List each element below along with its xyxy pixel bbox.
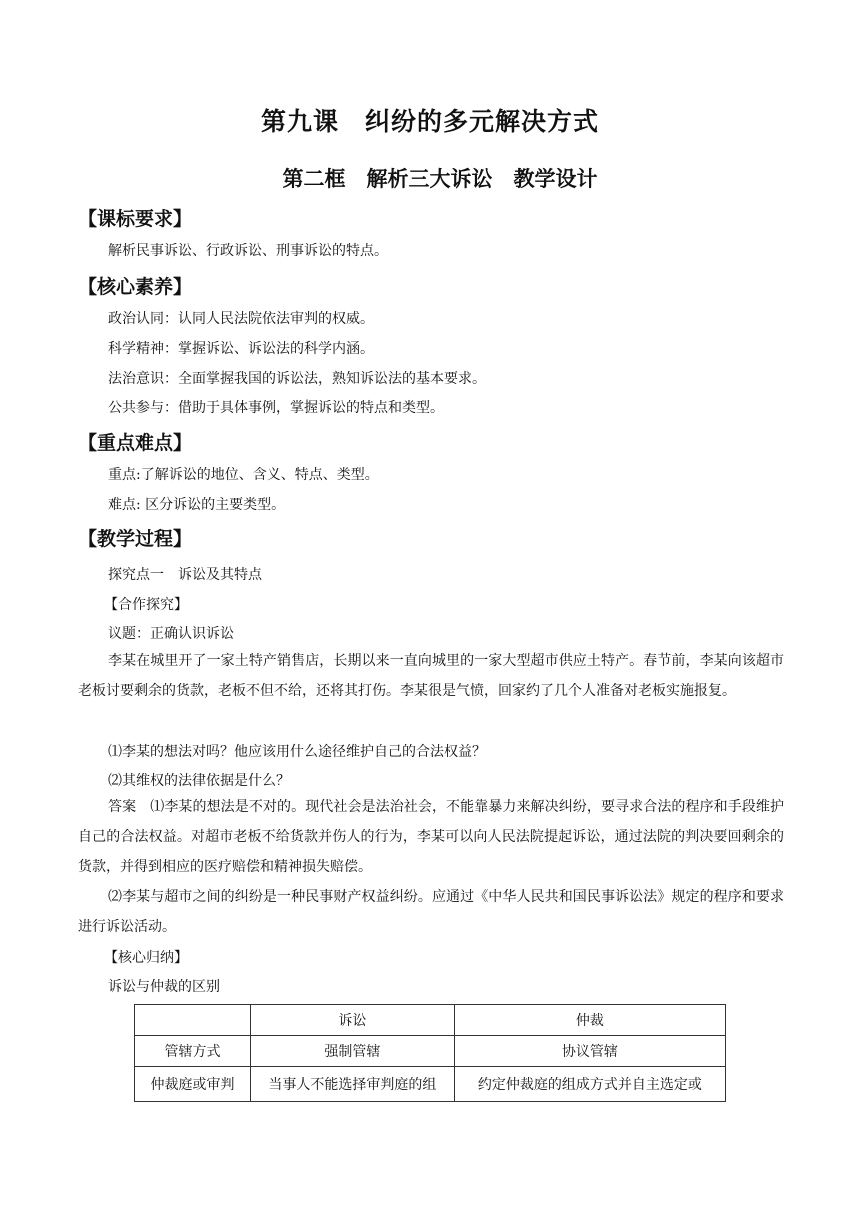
guina-label: 【核心归纳】 (104, 950, 188, 966)
answer-paragraph-1: 答案 ⑴李某的想法是不对的。现代社会是法治社会，不能靠暴力来解决纠纷，要寻求合法的程序和手段维护自己的合法权益。对超市老板不给货款并伤人的行为，李某可以向人民法院提起诉讼，通过法院的判决要回剩余的货款，并得到相应的医疗赔偿和精神损失赔偿。 (78, 799, 784, 875)
lesson-title: 第九课 纠纷的多元解决方式 (260, 107, 599, 136)
table-cell: 协议管辖 (454, 1036, 725, 1067)
table-header-row (135, 1005, 726, 1036)
table-cell: 仲裁 (454, 1005, 725, 1036)
zhongdian-item: 难点: 区分诉讼的主要类型。 (108, 497, 286, 513)
hexin-item: 政治认同：认同人民法院依法审判的权威。 (108, 311, 374, 327)
table-row (135, 1036, 726, 1067)
kebiao-text: 解析民事诉讼、行政诉讼、刑事诉讼的特点。 (108, 243, 388, 259)
heading-guocheng: 【教学过程】 (78, 528, 193, 550)
table-cell: 约定仲裁庭的组成方式并自主选定或 (454, 1067, 725, 1102)
zhongdian-item: 重点:了解诉讼的地位、含义、特点、类型。 (108, 467, 379, 483)
heading-zhongdian: 【重点难点】 (78, 432, 193, 454)
yiti-text: 议题：正确认识诉讼 (108, 626, 234, 642)
table-cell: 当事人不能选择审判庭的组 (250, 1067, 454, 1102)
question-1: ⑴李某的想法对吗？他应该用什么途径维护自己的合法权益？ (108, 744, 486, 760)
table-cell: 强制管辖 (250, 1036, 454, 1067)
table-cell (135, 1005, 251, 1036)
hexin-item: 科学精神：掌握诉讼、诉讼法的科学内涵。 (108, 341, 374, 357)
heading-kebiao: 【课标要求】 (78, 208, 193, 230)
table-cell: 诉讼 (250, 1005, 454, 1036)
table-cell: 仲裁庭或审判 (135, 1067, 251, 1102)
comparison-table (134, 1004, 726, 1102)
hexin-item: 法治意识：全面掌握我国的诉讼法，熟知诉讼法的基本要求。 (108, 371, 486, 387)
hexin-item: 公共参与：借助于具体事例，掌握诉讼的特点和类型。 (108, 400, 444, 416)
explore-point: 探究点一 诉讼及其特点 (108, 567, 262, 583)
table-caption: 诉讼与仲裁的区别 (108, 979, 220, 995)
heading-hexin: 【核心素养】 (78, 276, 193, 298)
table-cell: 管辖方式 (135, 1036, 251, 1067)
table-row (135, 1067, 726, 1102)
hezuo-label: 【合作探究】 (104, 597, 188, 613)
answer-paragraph-2: ⑵李某与超市之间的纠纷是一种民事财产权益纠纷。应通过《中华人民共和国民事诉讼法》规定的程序和要求进行诉讼活动。 (78, 889, 784, 935)
case-paragraph: 李某在城里开了一家土特产销售店，长期以来一直向城里的一家大型超市供应土特产。春节前，李某向该超市老板讨要剩余的货款，老板不但不给，还将其打伤。李某很是气愤，回家约了几个人准备对老板实施报复。 (78, 653, 784, 699)
question-2: ⑵其维权的法律依据是什么？ (108, 773, 290, 789)
lesson-subtitle: 第二框 解析三大诉讼 教学设计 (282, 167, 598, 191)
